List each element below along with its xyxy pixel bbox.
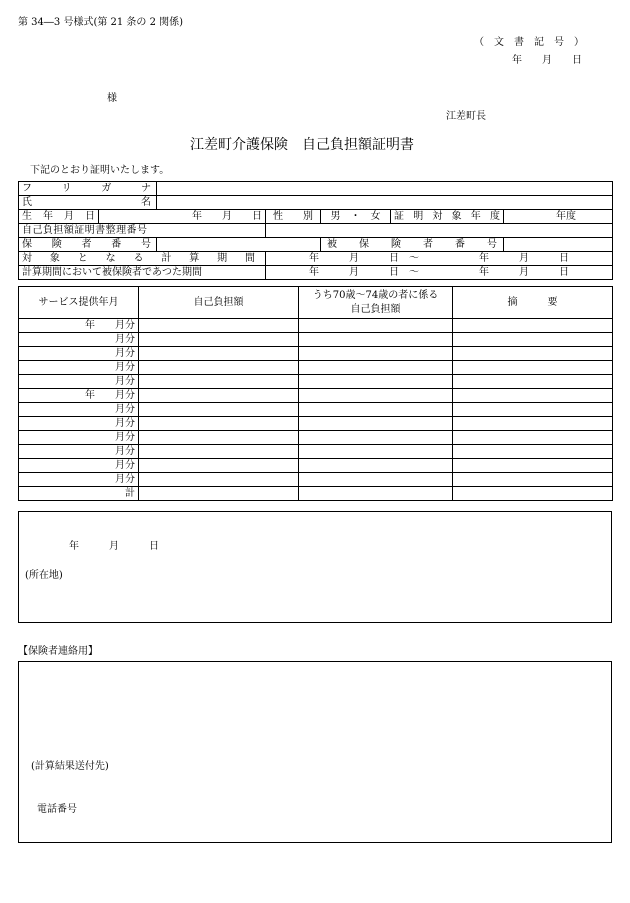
month-row [19,487,613,501]
cert-year-label: 証 明 対 象 年 度 [394,210,500,222]
self-pay-cell[interactable] [139,473,299,487]
age-70-74-cell[interactable] [299,333,453,347]
sex-label: 性 別 [273,210,313,222]
remarks-header: 摘 要 [453,287,613,319]
self-pay-cell[interactable] [139,333,299,347]
age-70-74-cell[interactable] [299,417,453,431]
month-row [19,389,613,403]
mgmt-number-field[interactable] [266,224,613,238]
calc-period-row [19,252,613,266]
calc-period-field[interactable]: 年 月 日 ～ 年 月 日 [266,252,613,266]
month-label: 月分 [19,375,139,389]
self-pay-cell[interactable] [139,375,299,389]
self-pay-cell[interactable] [139,459,299,473]
month-label: 月分 [19,417,139,431]
age-70-74-cell[interactable] [299,319,453,333]
remarks-cell[interactable] [453,459,613,473]
info-table [18,181,613,280]
remarks-cell[interactable] [453,473,613,487]
month-row [19,431,613,445]
month-label: 月分 [19,473,139,487]
calc-period-label: 対 象 と な る 計 算 期 間 [22,252,255,264]
remarks-cell[interactable] [453,361,613,375]
month-row [19,459,613,473]
send-to-label: (計算結果送付先) [31,761,109,772]
month-row [19,319,613,333]
remarks-cell[interactable] [453,319,613,333]
month-label: 月分 [19,403,139,417]
remarks-cell[interactable] [453,347,613,361]
insurer-row [19,238,613,252]
insurer-number-field[interactable] [157,238,321,252]
age-70-74-cell[interactable] [299,459,453,473]
birth-date-field[interactable]: 年 月 日 [99,210,266,224]
document-code: （ 文 書 記 号 ） [474,37,584,48]
location-label: (所在地) [25,570,63,581]
page-title: 江差町介護保険 自己負担額証明書 [190,137,414,153]
self-pay-cell[interactable] [139,319,299,333]
month-label: 月分 [19,333,139,347]
insured-number-field[interactable] [504,238,613,252]
age-70-74-cell[interactable] [299,431,453,445]
signature-date[interactable]: 年 月 日 [69,541,159,552]
self-pay-cell[interactable] [139,361,299,375]
month-row [19,403,613,417]
remarks-cell[interactable] [453,333,613,347]
age-70-74-cell[interactable] [299,403,453,417]
addressee-honorific: 様 [107,93,117,104]
age-70-74-cell[interactable] [299,361,453,375]
monthly-header-row [19,287,613,319]
self-pay-cell[interactable] [139,431,299,445]
cert-year-field[interactable]: 年度 [504,210,613,224]
name-field[interactable] [157,196,613,210]
remarks-cell[interactable] [453,389,613,403]
month-label: 月分 [19,459,139,473]
issue-date: 年 月 日 [512,55,582,66]
insured-period-field[interactable]: 年 月 日 ～ 年 月 日 [266,266,613,280]
insurer-number-label: 保 険 者 番 号 [22,238,151,250]
remarks-cell[interactable] [453,375,613,389]
remarks-cell[interactable] [453,487,613,501]
issuer-name: 江差町長 [446,111,486,122]
month-row [19,417,613,431]
age-70-74-cell[interactable] [299,473,453,487]
self-pay-cell[interactable] [139,445,299,459]
birth-date-label: 生 年 月 日 [22,210,95,222]
month-label: 年 月分 [19,319,139,333]
month-label: 月分 [19,445,139,459]
name-label: 氏 名 [22,196,151,208]
furigana-field[interactable] [157,182,613,196]
form-number: 第 34―3 号様式(第 21 条の 2 関係) [18,17,184,28]
name-row [19,196,613,210]
age-70-74-cell[interactable] [299,347,453,361]
month-label: 計 [19,487,139,501]
self-pay-cell[interactable] [139,403,299,417]
remarks-cell[interactable] [453,417,613,431]
age-70-74-cell[interactable] [299,445,453,459]
self-pay-cell[interactable] [139,347,299,361]
month-row [19,347,613,361]
self-pay-header: 自己負担額 [139,287,299,319]
self-pay-cell[interactable] [139,487,299,501]
remarks-cell[interactable] [453,431,613,445]
self-pay-cell[interactable] [139,389,299,403]
month-row [19,333,613,347]
sex-field[interactable]: 男 ・ 女 [321,210,391,224]
month-label: 月分 [19,347,139,361]
furigana-label: フ リ ガ ナ [22,182,151,194]
age-70-74-cell[interactable] [299,375,453,389]
age-70-74-header: うち70歳～74歳の者に係る 自己負担額 [299,287,453,319]
age-70-74-cell[interactable] [299,487,453,501]
signature-box [18,511,612,623]
furigana-row [19,182,613,196]
contact-heading: 【保険者連絡用】 [18,646,98,657]
contact-box [18,661,612,843]
month-label: 年 月分 [19,389,139,403]
remarks-cell[interactable] [453,403,613,417]
monthly-table [18,286,613,501]
month-row [19,473,613,487]
mgmt-number-label: 自 己 負 担 額 証 明 書 整 理 番 号 [22,224,147,236]
self-pay-cell[interactable] [139,417,299,431]
insured-number-label: 被 保 険 者 番 号 [327,238,497,250]
month-row [19,445,613,459]
phone-label: 電話番号 [37,804,77,815]
service-month-header: サービス提供年月 [19,287,139,319]
intro-text: 下記のとおり証明いたします。 [30,165,170,176]
insured-period-row [19,266,613,280]
remarks-cell[interactable] [453,445,613,459]
month-row [19,375,613,389]
insured-period-label: 計算期間において被保険者であつた期間 [19,266,266,280]
birth-row [19,210,613,224]
month-label: 月分 [19,361,139,375]
month-row [19,361,613,375]
age-70-74-cell[interactable] [299,389,453,403]
month-label: 月分 [19,431,139,445]
mgmt-number-row [19,224,613,238]
